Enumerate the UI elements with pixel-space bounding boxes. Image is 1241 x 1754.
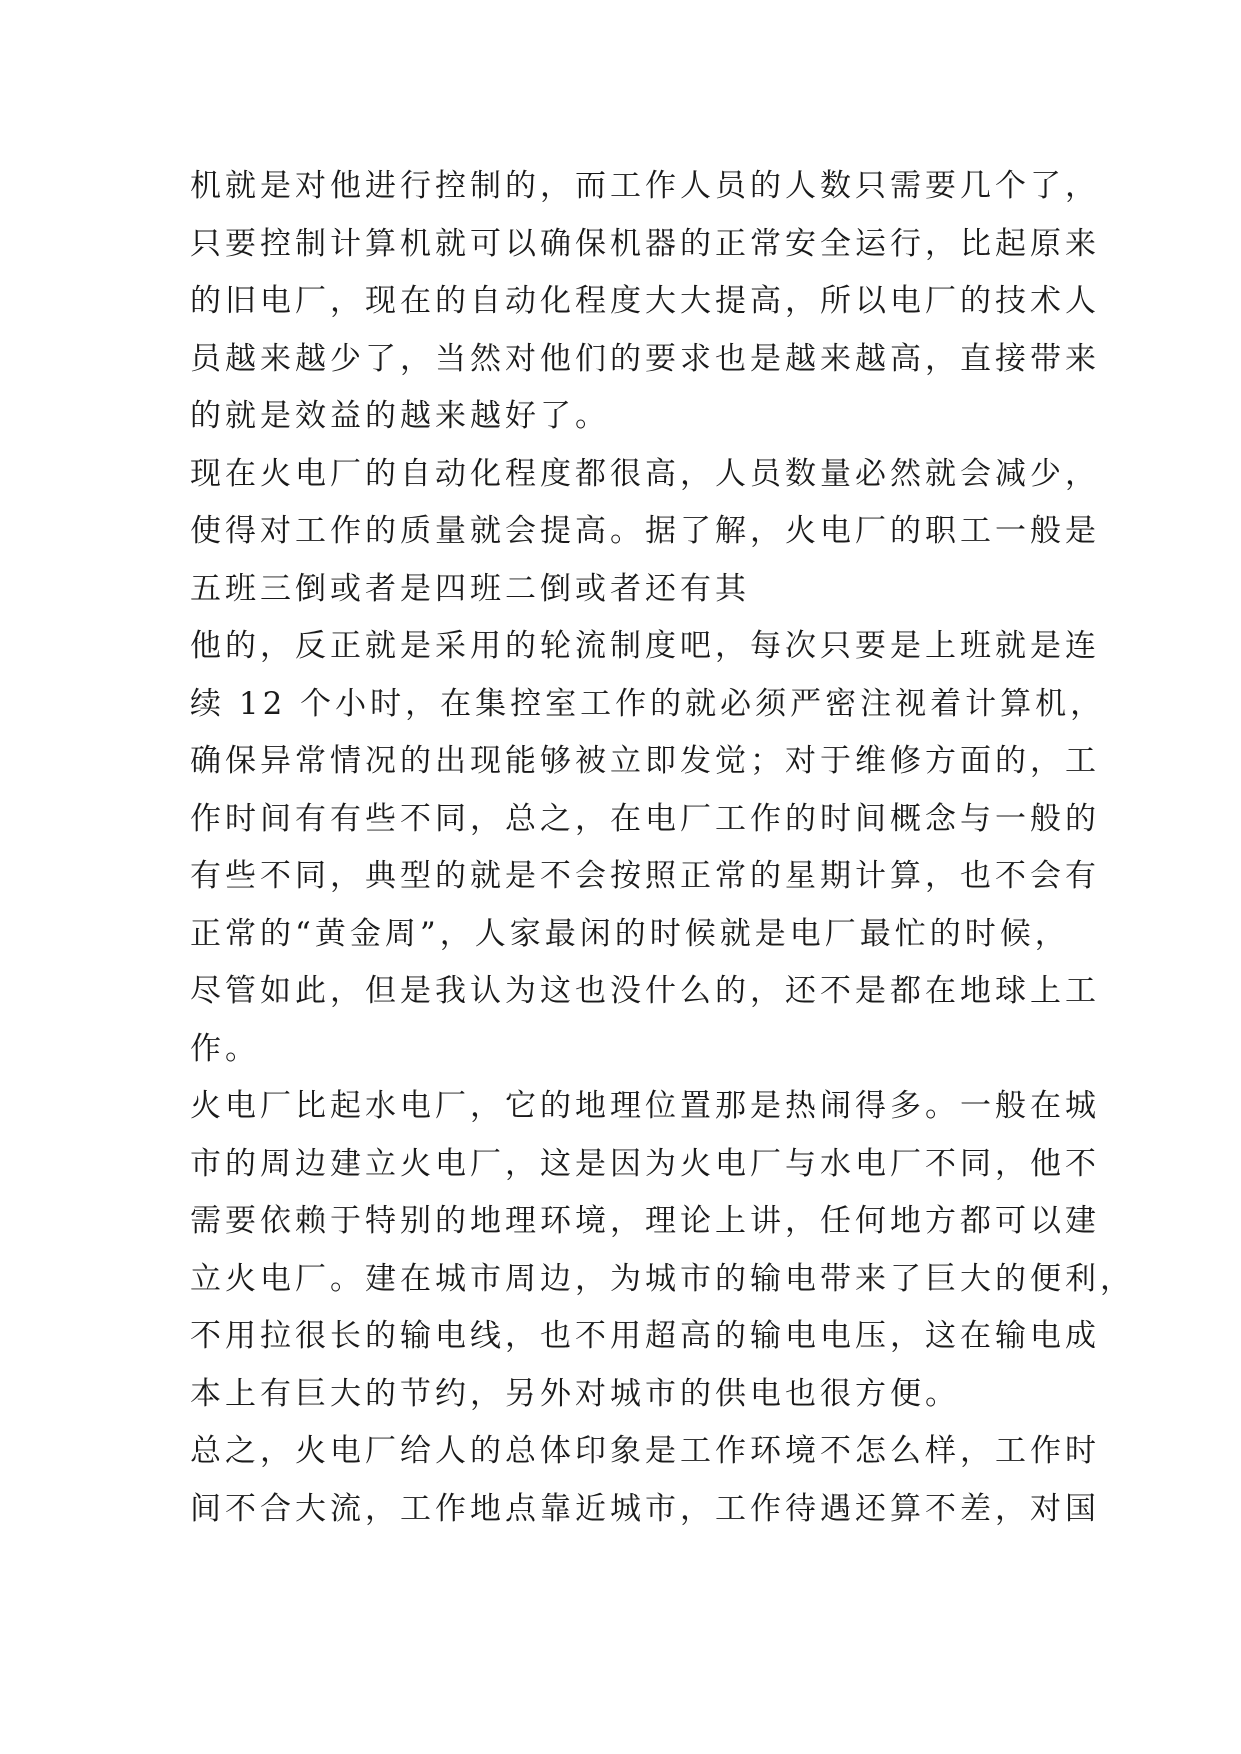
text-line: 确保异常情况的出现能够被立即发觉；对于维修方面的，工 — [190, 743, 1100, 779]
text-line: 尽管如此，但是我认为这也没什么的，还不是都在地球上工 — [190, 973, 1100, 1009]
text-line: 间不合大流，工作地点靠近城市，工作待遇还算不差，对国 — [190, 1490, 1100, 1527]
text-line: 只要控制计算机就可以确保机器的正常安全运行，比起原来 — [190, 225, 1100, 262]
text-line: 的就是效益的越来越好了。 — [190, 398, 610, 434]
text-line: 他的，反正就是采用的轮流制度吧，每次只要是上班就是连 — [190, 628, 1100, 664]
text-line: 立火电厂。建在城市周边，为城市的输电带来了巨大的便利， — [190, 1260, 1135, 1297]
text-line: 使得对工作的质量就会提高。据了解，火电厂的职工一般是 — [190, 513, 1100, 549]
text-line: 需要依赖于特别的地理环境，理论上讲，任何地方都可以建 — [190, 1203, 1100, 1239]
text-line: 机就是对他进行控制的，而工作人员的人数只需要几个了， — [190, 168, 1100, 204]
text-line: 现在火电厂的自动化程度都很高，人员数量必然就会减少， — [190, 455, 1100, 492]
text-line: 不用拉很长的输电线，也不用超高的输电电压，这在输电成 — [190, 1318, 1100, 1354]
text-line: 作时间有有些不同，总之，在电厂工作的时间概念与一般的 — [190, 800, 1100, 837]
text-line: 员越来越少了，当然对他们的要求也是越来越高，直接带来 — [190, 340, 1100, 377]
text-line: 本上有巨大的节约，另外对城市的供电也很方便。 — [190, 1375, 960, 1412]
text-line: 总之，火电厂给人的总体印象是工作环境不怎么样，工作时 — [190, 1433, 1100, 1469]
text-line: 的旧电厂，现在的自动化程度大大提高，所以电厂的技术人 — [190, 283, 1100, 319]
text-line: 五班三倒或者是四班二倒或者还有其 — [190, 570, 750, 607]
text-line: 续 12 个小时，在集控室工作的就必须严密注视着计算机， — [190, 685, 1106, 722]
text-line: 火电厂比起水电厂，它的地理位置那是热闹得多。一般在城 — [190, 1088, 1100, 1124]
text-line: 有些不同，典型的就是不会按照正常的星期计算，也不会有 — [190, 858, 1100, 894]
text-line: 作。 — [190, 1030, 260, 1067]
body-text — [190, 158, 1135, 1538]
text-line: 正常的“黄金周”，人家最闲的时候就是电厂最忙的时候， — [190, 915, 1070, 952]
text-line: 市的周边建立火电厂，这是因为火电厂与水电厂不同，他不 — [190, 1145, 1100, 1182]
